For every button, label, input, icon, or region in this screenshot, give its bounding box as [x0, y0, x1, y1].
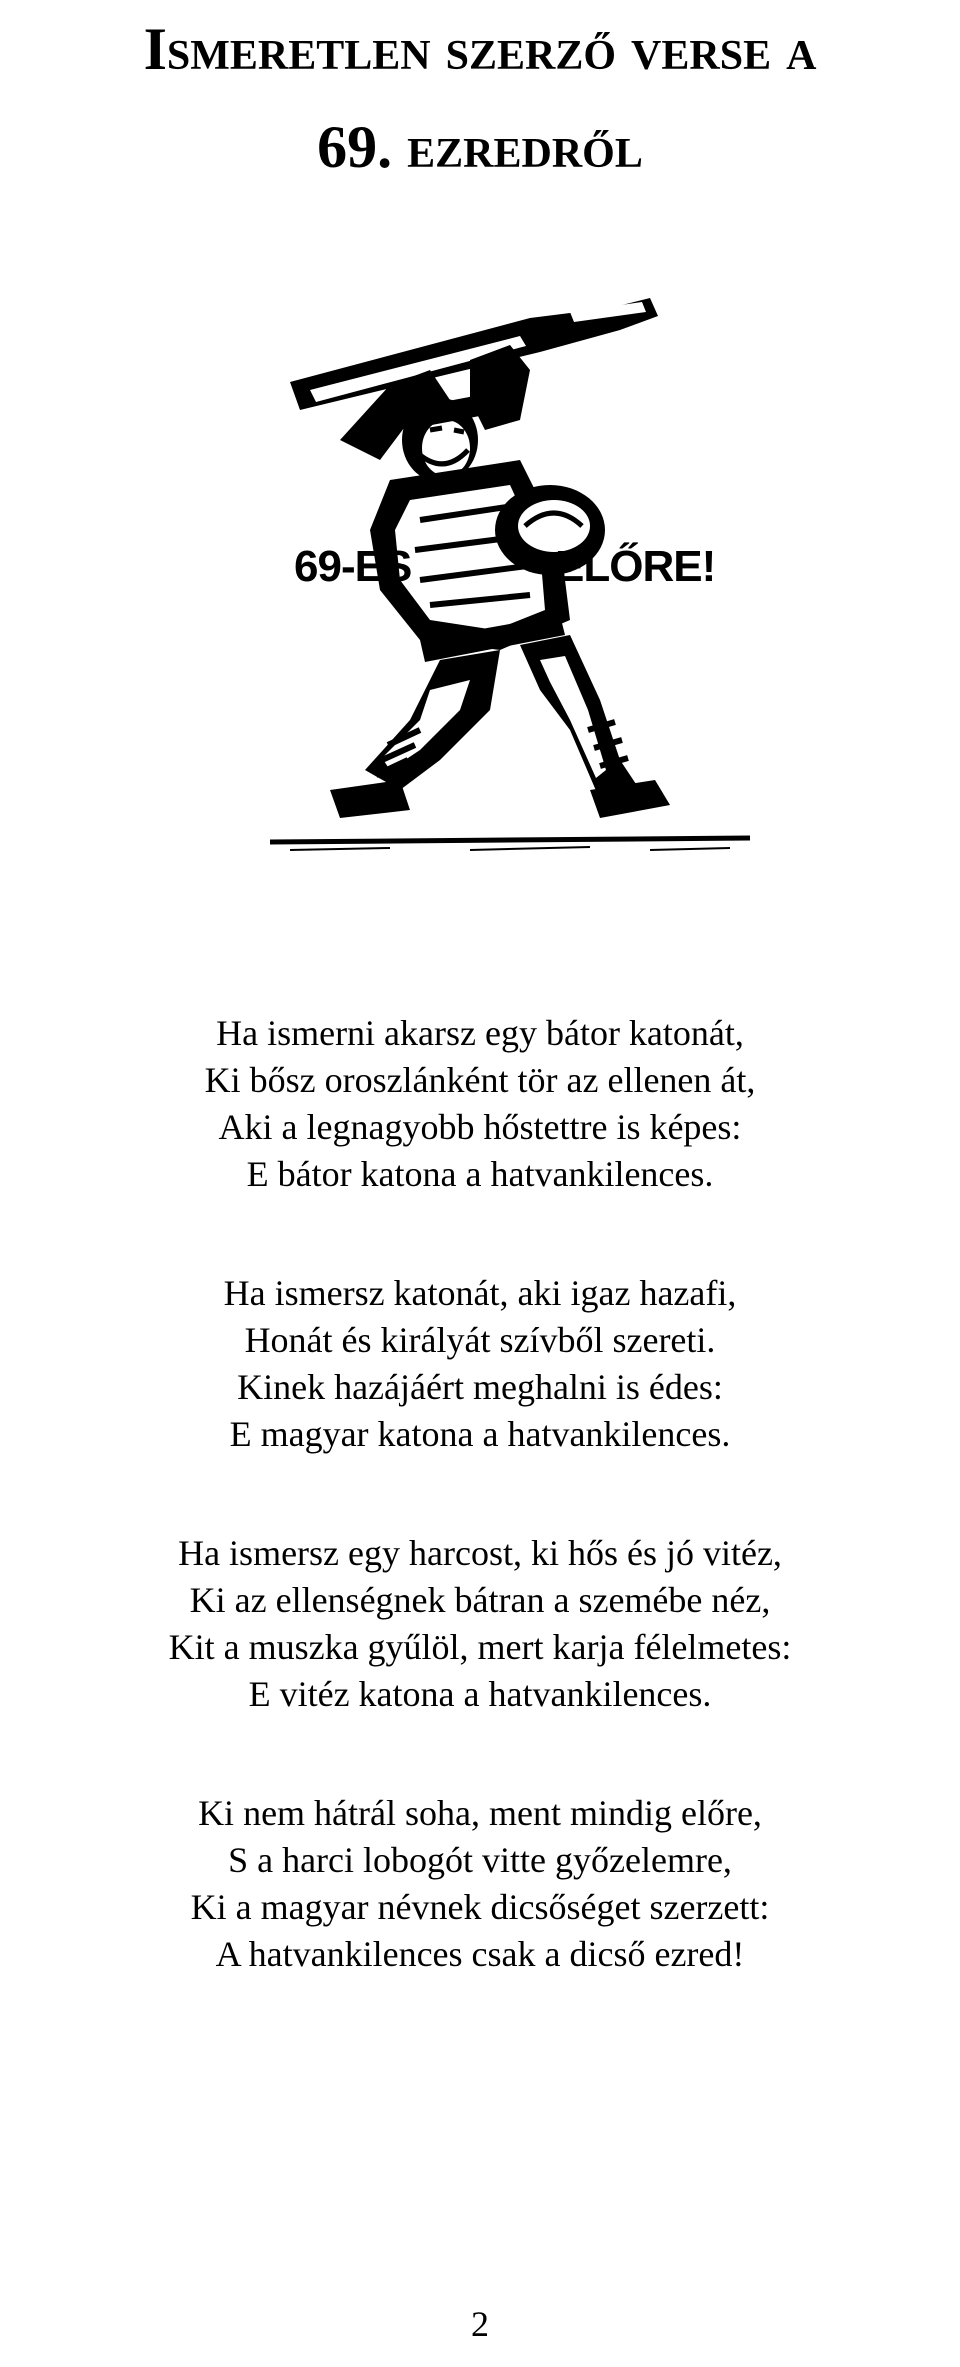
title-line-2: 69. ezredről — [317, 114, 643, 180]
page-title — [0, 0, 960, 196]
page-number: 2 — [471, 2304, 489, 2344]
stanza-1 — [0, 1010, 960, 1198]
verse-line: Ha ismersz katonát, aki igaz hazafi, — [223, 1273, 737, 1313]
slogan-left: 69-ES — [294, 542, 412, 591]
verse-line: Honát és királyát szívből szereti. — [244, 1320, 716, 1360]
verse-line: S a harci lobogót vitte győzelemre, — [228, 1840, 732, 1880]
verse-line: Ki az ellenségnek bátran a szemébe néz, — [189, 1580, 771, 1620]
verse-line: E vitéz katona a hatvankilences. — [248, 1674, 712, 1714]
verse-line: Kinek hazájáért meghalni is édes: — [237, 1367, 723, 1407]
verse-line: A hatvankilences csak a dicső ezred! — [215, 1934, 745, 1974]
verse-line: Ki bősz oroszlánként tör az ellenen át, — [204, 1060, 756, 1100]
verse-line: E bátor katona a hatvankilences. — [246, 1154, 714, 1194]
verse-line: Ha ismersz egy harcost, ki hős és jó vitéz, — [178, 1533, 782, 1573]
title-line-1: Ismeretlen szerző verse a — [143, 16, 817, 82]
verse-line: Ki a magyar névnek dicsőséget szerzett: — [190, 1887, 770, 1927]
soldier-illustration — [270, 290, 750, 860]
verse-line: Ha ismerni akarsz egy bátor katonát, — [216, 1013, 744, 1053]
verse-line: Kit a muszka gyűlöl, mert karja félelmetes: — [168, 1627, 792, 1667]
stanza-2 — [0, 1270, 960, 1458]
verse-line: Ki nem hátrál soha, ment mindig előre, — [198, 1793, 762, 1833]
stanza-4 — [0, 1790, 960, 1978]
stanza-3 — [0, 1530, 960, 1718]
verse-line: Aki a legnagyobb hőstettre is képes: — [218, 1107, 742, 1147]
slogan-right: ELŐRE! — [555, 542, 716, 591]
verse-line: E magyar katona a hatvankilences. — [229, 1414, 731, 1454]
